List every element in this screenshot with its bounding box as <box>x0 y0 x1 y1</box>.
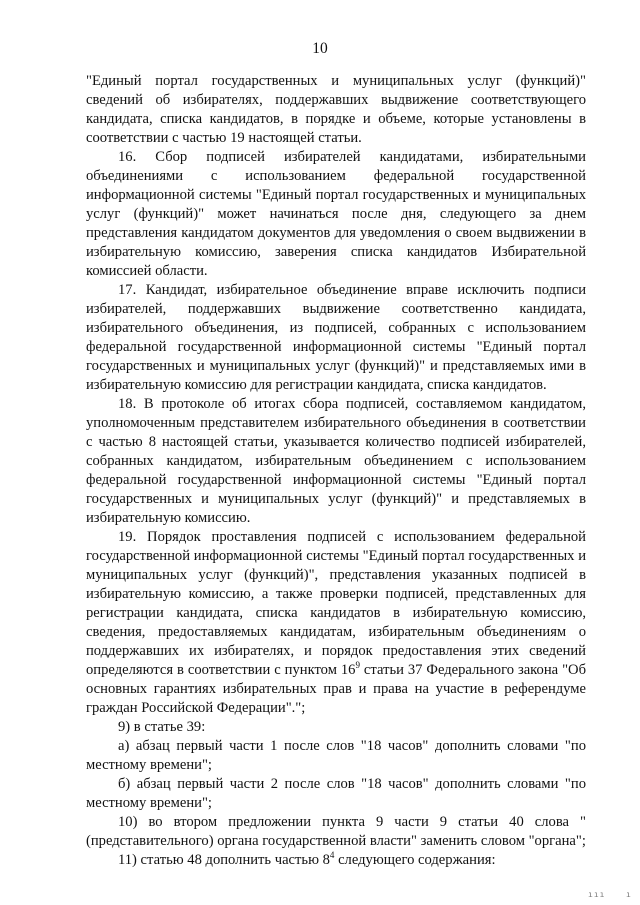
item-9: 9) в статье 39: <box>118 719 206 735</box>
item-11-superscript: 4 <box>329 850 335 861</box>
paragraph-continuation: "Единый портал государственных и муниципальных услуг (функций)" сведений об избирателях, поддержавших выдвижение соответствующего кандидата, списка кандидатов, в порядке и объеме, которые установлены в соответствии с частью 19 настоящей статьи. <box>86 73 586 146</box>
item-9-a: а) абзац первый части 1 после слов "18 часов" дополнить словами "по местному времени"; <box>86 738 586 773</box>
scan-mark-right: ı <box>626 890 631 899</box>
item-11-text-after: следующего содержания: <box>334 852 496 868</box>
page-number: 10 <box>312 40 328 57</box>
paragraph-19-text-after: статьи 37 Федерального закона "Об основных гарантиях избирательных прав и права на участие в референдуме граждан Российской Федерации"."; <box>86 662 586 716</box>
paragraph-19 <box>86 528 586 718</box>
item-10: 10) во втором предложении пункта 9 части 9 статьи 40 слова "(представительного) органа государственной власти" заменить словом "органа"; <box>86 814 586 849</box>
paragraph-18: 18. В протоколе об итогах сбора подписей, составляемом кандидатом, уполномоченным представителем избирательного объединения в соответствии с частью 8 настоящей статьи, указывается количество подписей избирателей, собранных кандидатом, избирательным объединением с использованием федеральной государственной информационной системы "Единый портал государственных и муниципальных услуг (функций)" и представляемых в избирательную комиссию. <box>86 396 586 526</box>
paragraph-16: 16. Сбор подписей избирателей кандидатами, избирательными объединениями с использованием федеральной государственной информационной системы "Единый портал государственных и муниципальных услуг (функций)" может начинаться после дня, следующего за днем представления кандидатом документов для уведомления о своем выдвижении в избирательную комиссию, заверения списка кандидатов Избирательной комиссией области. <box>86 149 586 279</box>
paragraph-17: 17. Кандидат, избирательное объединение вправе исключить подписи избирателей, поддержавших выдвижение соответственно кандидата, избирательного объединения, из подписей, собранных с использованием федеральной государственной информационной системы "Единый портал государственных и муниципальных услуг (функций)" и представляемых ими в избирательную комиссию для регистрации кандидата, списка кандидатов. <box>86 282 586 393</box>
item-9-b: б) абзац первый части 2 после слов "18 часов" дополнить словами "по местному времени"; <box>86 776 586 811</box>
item-11 <box>86 851 586 870</box>
document-body <box>86 72 586 870</box>
paragraph-19-text-before: 19. Порядок проставления подписей с использованием федеральной государственной информационной системы "Единый портал государственных и муниципальных услуг (функций)", представления указанных подписей в избирательную комиссию, а также проверки подписей, представленных для регистрации кандидата, списка кандидатов в избирательную комиссию, сведения, предоставляемых кандидатам, избирательным объединениям о поддержавших их избирателях, и порядок предоставления этих сведений определяются в соответствии с пунктом 16 <box>86 529 586 678</box>
paragraph-19-superscript: 9 <box>355 660 360 671</box>
item-11-text-before: 11) статью 48 дополнить частью 8 <box>118 852 330 868</box>
scan-mark: ııı <box>588 890 606 899</box>
